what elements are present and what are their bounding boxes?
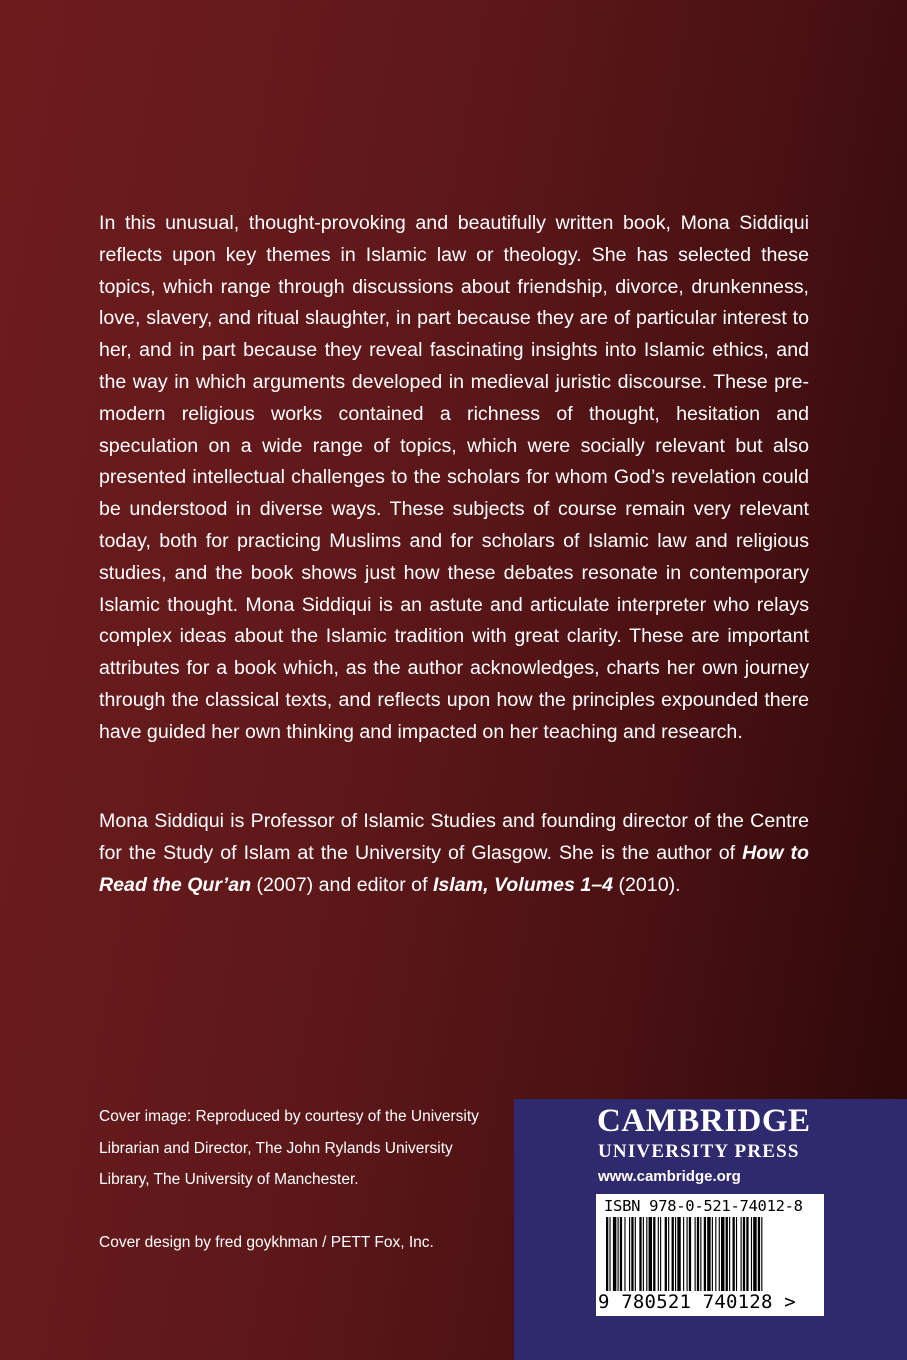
publisher-subname: UNIVERSITY PRESS [598,1141,800,1162]
publisher-name: CAMBRIDGE [597,1103,811,1139]
book1-year: (2007) and editor of [251,873,433,896]
author-bio-intro: Mona Siddiqui is Professor of Islamic Studies and founding director of the Centre for the Study of Islam at the University of Glasgow. She is the author of [99,810,809,864]
barcode-digits: 9 780521 740128 > [598,1291,796,1313]
barcode-box [596,1194,824,1316]
publisher-panel [514,1099,907,1360]
book-title-how-to-read: How to Read the Qur’an [99,841,809,896]
book-blurb: In this unusual, thought-provoking and beautifully written book, Mona Siddiqui reflects upon key themes in Islamic law or theology. She has selected these topics, which range through discussions about friendship, divorce, drunkenness, love, slavery, and ritual slaughter, in part because they are of particular interest to her, and in part because they reveal fascinating insights into Islamic ethics, and the way in which arguments developed in medieval juristic discourse. These pre-modern religious works contained a richness of thought, hesitation and speculation on a wide range of topics, which were socially relevant but also presented intellectual challenges to the scholars for whom God’s revelation could be understood in diverse ways. These subjects of course remain very relevant today, both for practicing Muslims and for scholars of Islamic law and religious studies, and the book shows just how these debates resonate in contemporary Islamic thought. Mona Siddiqui is an astute and articulate interpreter who relays complex ideas about the Islamic tradition with great clarity. These are important attributes for a book which, as the author acknowledges, charts her own journey through the classical texts, and reflects upon how the principles expounded there have guided her own thinking and impacted on her teaching and research. [99,212,809,743]
author-bio [99,806,809,901]
isbn-label: ISBN 978-0-521-74012-8 [604,1197,803,1215]
book-title-islam-volumes: Islam, Volumes 1–4 [432,873,614,896]
cover-design-credit: Cover design by fred goykhman / PETT Fox, Inc. [99,1234,434,1251]
book2-year: (2010). [613,873,681,896]
barcode-icon [604,1217,816,1291]
publisher-url: www.cambridge.org [598,1168,741,1185]
cover-image-credit: Cover image: Reproduced by courtesy of the University Librarian and Director, The John Rylands University Library, The University of Manchester. [99,1108,479,1188]
